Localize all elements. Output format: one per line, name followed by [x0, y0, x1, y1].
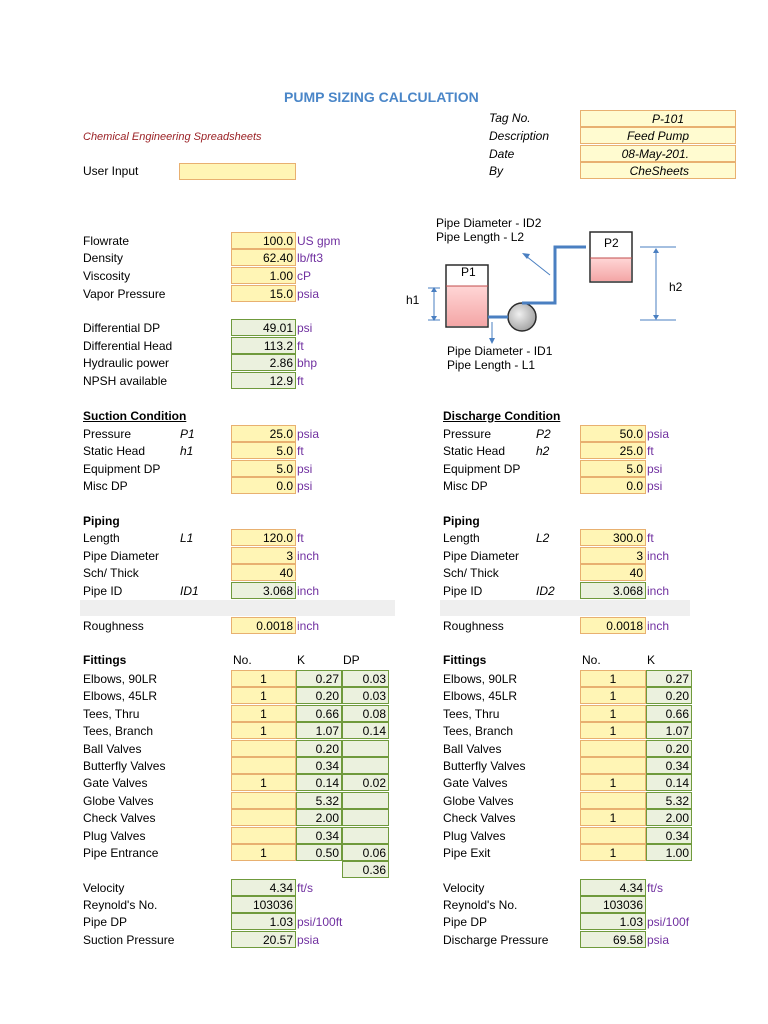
suction-dp-header: DP	[343, 653, 360, 667]
discharge-fitting-k-value: 1.07	[646, 722, 692, 739]
suction-fitting-k-value: 0.34	[296, 827, 342, 844]
flowrate-input[interactable]: 100.0	[231, 232, 296, 249]
suction-fitting-label: Tees, Thru	[83, 706, 140, 721]
suction-fitting-k-value: 0.66	[296, 705, 342, 722]
discharge-reynolds-value: 103036	[580, 896, 646, 913]
discharge-no-header: No.	[582, 653, 601, 667]
user-input-legend-swatch	[179, 163, 296, 180]
id1-label: Pipe Diameter - ID1	[447, 344, 553, 358]
description-label: Description	[489, 129, 550, 143]
discharge-fitting-count-input[interactable]: 1	[580, 844, 646, 861]
suction-fitting-dp-value: 0.03	[342, 670, 389, 687]
suction-pipe-dp-value: 1.03	[231, 913, 296, 930]
l1-label: Pipe Length - L1	[447, 358, 536, 372]
description-value[interactable]: Feed Pump	[580, 127, 736, 144]
discharge-fitting-label: Globe Valves	[443, 793, 514, 808]
suction-schedule-input[interactable]: 40	[231, 564, 296, 581]
suction-fitting-label: Globe Valves	[83, 793, 154, 808]
suction-pressure-input[interactable]: 25.0	[231, 425, 296, 442]
density-label: Density	[83, 251, 124, 265]
suction-misc-dp-label: Misc DP	[83, 479, 128, 493]
discharge-pressure-result-label: Discharge Pressure	[443, 933, 549, 947]
suction-spacer-band	[80, 600, 395, 616]
discharge-fitting-label: Elbows, 45LR	[443, 689, 518, 704]
discharge-fittings-heading: Fittings	[443, 653, 487, 667]
differential-head-label: Differential Head	[83, 339, 173, 353]
density-input[interactable]: 62.40	[231, 249, 296, 266]
suction-fitting-label: Ball Valves	[83, 741, 142, 756]
tank-p1-liquid	[447, 286, 487, 326]
npsh-label: NPSH available	[83, 374, 168, 388]
suction-fitting-label: Elbows, 45LR	[83, 689, 158, 704]
suction-length-input[interactable]: 120.0	[231, 529, 296, 546]
discharge-fitting-k-value: 0.34	[646, 827, 692, 844]
discharge-fitting-k-value: 0.34	[646, 757, 692, 774]
suction-roughness-unit: inch	[297, 619, 320, 633]
suction-fitting-dp-value	[342, 740, 389, 757]
suction-fitting-dp-value	[342, 792, 389, 809]
suction-static-head-label: Static Head	[83, 444, 146, 458]
viscosity-label: Viscosity	[83, 269, 131, 283]
discharge-roughness-unit: inch	[647, 619, 670, 633]
suction-fitting-dp-value: 0.02	[342, 774, 389, 791]
suction-fitting-label: Pipe Entrance	[83, 846, 159, 860]
suction-static-head-unit: ft	[297, 444, 304, 458]
discharge-fitting-count-input[interactable]: 1	[580, 809, 646, 826]
discharge-roughness-input[interactable]: 0.0018	[580, 617, 646, 634]
discharge-pressure-unit: psia	[647, 427, 670, 441]
discharge-schedule-label: Sch/ Thick	[443, 566, 499, 580]
suction-length-unit: ft	[297, 531, 304, 545]
discharge-fitting-k-value: 0.27	[646, 670, 692, 687]
suction-reynolds-label: Reynold's No.	[83, 898, 158, 912]
user-input-label: User Input	[83, 164, 139, 178]
discharge-fitting-count-input[interactable]	[580, 757, 646, 774]
npsh-unit: ft	[297, 374, 304, 388]
suction-pipe-id-label: Pipe ID	[83, 584, 123, 598]
suction-fitting-label: Check Valves	[83, 811, 156, 826]
suction-fitting-dp-value	[342, 757, 389, 774]
suction-pressure-result-value: 20.57	[231, 931, 296, 948]
discharge-heading: Discharge Condition	[443, 409, 561, 423]
suction-fitting-k-value: 2.00	[296, 809, 342, 826]
discharge-fitting-label: Check Valves	[443, 811, 516, 826]
differential-dp-value: 49.01	[231, 319, 296, 336]
discharge-pressure-result-value: 69.58	[580, 931, 646, 948]
discharge-equipment-dp-input[interactable]: 5.0	[580, 460, 646, 477]
discharge-static-head-input[interactable]: 25.0	[580, 442, 646, 459]
discharge-fitting-count-input[interactable]	[580, 740, 646, 757]
suction-fitting-label: Gate Valves	[83, 776, 148, 791]
suction-equipment-dp-input[interactable]: 5.0	[231, 460, 296, 477]
suction-misc-dp-unit: psi	[297, 479, 313, 493]
discharge-fitting-label: Tees, Thru	[443, 706, 500, 721]
differential-head-value: 113.2	[231, 337, 296, 354]
suction-pipe-id-unit: inch	[297, 584, 320, 598]
suction-fitting-k-value: 0.14	[296, 774, 342, 791]
discharge-fitting-count-input[interactable]	[580, 792, 646, 809]
discharge-pipe-dp-label: Pipe DP	[443, 915, 488, 929]
discharge-equipment-dp-label: Equipment DP	[443, 462, 521, 476]
suction-no-header: No.	[233, 653, 252, 667]
differential-head-unit: ft	[297, 339, 304, 353]
date-value[interactable]: 08-May-201.	[580, 145, 736, 162]
vapor-pressure-unit: psia	[297, 287, 320, 301]
l2-label: Pipe Length - L2	[436, 230, 525, 244]
discharge-fitting-count-input[interactable]: 1	[580, 670, 646, 687]
density-unit: lb/ft3	[297, 251, 324, 265]
discharge-pressure-input[interactable]: 50.0	[580, 425, 646, 442]
by-label: By	[489, 164, 504, 178]
suction-fitting-k-value: 0.34	[296, 757, 342, 774]
suction-fitting-count-input[interactable]: 1	[231, 705, 296, 722]
suction-equipment-dp-label: Equipment DP	[83, 462, 161, 476]
discharge-fitting-k-value: 2.00	[646, 809, 692, 826]
suction-pressure-label: Pressure	[83, 427, 132, 441]
discharge-fitting-label: Butterfly Valves	[443, 759, 526, 773]
date-label: Date	[489, 147, 515, 161]
discharge-reynolds-label: Reynold's No.	[443, 898, 518, 912]
suction-fitting-count-input[interactable]: 1	[231, 844, 296, 861]
suction-fitting-dp-value: 0.14	[342, 722, 389, 739]
suction-misc-dp-input[interactable]: 0.0	[231, 477, 296, 494]
discharge-static-head-unit: ft	[647, 444, 654, 458]
suction-fitting-count-input[interactable]	[231, 792, 296, 809]
discharge-fitting-label: Elbows, 90LR	[443, 672, 518, 686]
vapor-pressure-input[interactable]: 15.0	[231, 285, 296, 302]
discharge-fitting-count-input[interactable]	[580, 827, 646, 844]
h2-label: h2	[669, 280, 683, 294]
flowrate-unit: US gpm	[297, 234, 341, 248]
discharge-fitting-k-value: 0.20	[646, 687, 692, 704]
discharge-fitting-k-value: 0.20	[646, 740, 692, 757]
suction-pressure-result-unit: psia	[297, 933, 320, 947]
differential-dp-label: Differential DP	[83, 321, 161, 335]
discharge-pipe-id-unit: inch	[647, 584, 670, 598]
suction-fitting-count-input[interactable]	[231, 740, 296, 757]
vapor-pressure-label: Vapor Pressure	[83, 287, 166, 301]
suction-piping-heading: Piping	[83, 514, 120, 528]
suction-static-head-input[interactable]: 5.0	[231, 442, 296, 459]
page-title: PUMP SIZING CALCULATION	[284, 89, 479, 105]
discharge-fitting-label: Plug Valves	[443, 828, 506, 843]
suction-pipe-id-value: 3.068	[231, 582, 296, 599]
suction-fitting-dp-value: 0.08	[342, 705, 389, 722]
discharge-fitting-k-value: 0.14	[646, 774, 692, 791]
suction-length-label: Length	[83, 531, 120, 545]
suction-fitting-dp-value	[342, 809, 389, 826]
discharge-pipe-id-value: 3.068	[580, 582, 646, 599]
suction-fitting-label: Tees, Branch	[83, 724, 154, 739]
suction-heading: Suction Condition	[83, 409, 187, 423]
hydraulic-power-value: 2.86	[231, 354, 296, 371]
suction-fitting-label: Plug Valves	[83, 828, 146, 843]
discharge-velocity-unit: ft/s	[647, 881, 664, 895]
suction-velocity-label: Velocity	[83, 881, 125, 895]
suction-fitting-count-input[interactable]: 1	[231, 670, 296, 687]
suction-pipe-dp-unit: psi/100ft	[297, 915, 343, 929]
discharge-length-label: Length	[443, 531, 480, 545]
discharge-pressure-label: Pressure	[443, 427, 492, 441]
discharge-misc-dp-unit: psi	[647, 479, 663, 493]
suction-dp-total: 0.36	[342, 861, 389, 878]
suction-roughness-label: Roughness	[83, 619, 144, 633]
id2-label: Pipe Diameter - ID2	[436, 216, 542, 230]
suction-equipment-dp-unit: psi	[297, 462, 313, 476]
suction-diameter-input[interactable]: 3	[231, 547, 296, 564]
suction-k-header: K	[297, 653, 306, 667]
discharge-fitting-k-value: 5.32	[646, 792, 692, 809]
suction-fitting-label: Elbows, 90LR	[83, 672, 158, 686]
suction-schedule-label: Sch/ Thick	[83, 566, 139, 580]
discharge-fitting-k-value: 1.00	[646, 844, 692, 861]
discharge-fitting-label: Ball Valves	[443, 741, 502, 756]
suction-fitting-count-input[interactable]: 1	[231, 722, 296, 739]
suction-fitting-count-input[interactable]: 1	[231, 774, 296, 791]
pump-icon	[508, 303, 536, 331]
discharge-equipment-dp-unit: psi	[647, 462, 663, 476]
discharge-pipe-id-symbol: ID2	[536, 584, 555, 598]
discharge-fitting-count-input[interactable]: 1	[580, 722, 646, 739]
discharge-piping-heading: Piping	[443, 514, 480, 528]
discharge-fitting-k-value: 0.66	[646, 705, 692, 722]
discharge-velocity-value: 4.34	[580, 879, 646, 896]
discharge-k-header: K	[647, 653, 656, 667]
tag-label: Tag No.	[489, 111, 531, 125]
discharge-fitting-label: Gate Valves	[443, 776, 508, 791]
differential-dp-unit: psi	[297, 321, 313, 335]
suction-fitting-count-input[interactable]	[231, 809, 296, 826]
npsh-value: 12.9	[231, 372, 296, 389]
suction-fitting-dp-value: 0.03	[342, 687, 389, 704]
discharge-pressure-symbol: P2	[536, 427, 551, 441]
hydraulic-power-label: Hydraulic power	[83, 356, 170, 370]
suction-pipe-dp-label: Pipe DP	[83, 915, 128, 929]
discharge-schedule-input[interactable]: 40	[580, 564, 646, 581]
suction-fitting-dp-value	[342, 827, 389, 844]
discharge-misc-dp-label: Misc DP	[443, 479, 488, 493]
suction-length-symbol: L1	[180, 531, 194, 545]
suction-fitting-count-input[interactable]	[231, 827, 296, 844]
p2-label: P2	[604, 236, 619, 250]
brand-text: Chemical Engineering Spreadsheets	[83, 131, 262, 143]
discharge-fitting-label: Pipe Exit	[443, 846, 491, 860]
discharge-fitting-count-input[interactable]: 1	[580, 687, 646, 704]
viscosity-unit: cP	[297, 269, 312, 283]
suction-fittings-heading: Fittings	[83, 653, 127, 667]
discharge-length-input[interactable]: 300.0	[580, 529, 646, 546]
suction-diameter-unit: inch	[297, 549, 320, 563]
suction-fitting-label: Butterfly Valves	[83, 759, 166, 773]
discharge-fitting-count-input[interactable]: 1	[580, 774, 646, 791]
suction-fitting-k-value: 0.20	[296, 687, 342, 704]
suction-fitting-k-value: 0.20	[296, 740, 342, 757]
discharge-misc-dp-input[interactable]: 0.0	[580, 477, 646, 494]
suction-fitting-k-value: 5.32	[296, 792, 342, 809]
flowrate-label: Flowrate	[83, 234, 130, 248]
suction-pipe-id-symbol: ID1	[180, 584, 199, 598]
suction-fitting-dp-value: 0.06	[342, 844, 389, 861]
suction-pressure-result-label: Suction Pressure	[83, 933, 175, 947]
discharge-spacer-band	[440, 600, 690, 616]
discharge-static-head-symbol: h2	[536, 444, 550, 458]
suction-reynolds-value: 103036	[231, 896, 296, 913]
suction-pressure-unit: psia	[297, 427, 320, 441]
discharge-pipe-id-label: Pipe ID	[443, 584, 483, 598]
viscosity-input[interactable]: 1.00	[231, 267, 296, 284]
h1-label: h1	[406, 293, 420, 307]
suction-fitting-count-input[interactable]: 1	[231, 687, 296, 704]
discharge-fitting-count-input[interactable]: 1	[580, 705, 646, 722]
discharge-roughness-label: Roughness	[443, 619, 504, 633]
discharge-pipe-dp-value: 1.03	[580, 913, 646, 930]
p1-label: P1	[461, 265, 476, 279]
suction-roughness-input[interactable]: 0.0018	[231, 617, 296, 634]
discharge-velocity-label: Velocity	[443, 881, 485, 895]
suction-fitting-count-input[interactable]	[231, 757, 296, 774]
discharge-pressure-result-unit: psia	[647, 933, 670, 947]
discharge-length-unit: ft	[647, 531, 654, 545]
discharge-diameter-unit: inch	[647, 549, 670, 563]
suction-pressure-symbol: P1	[180, 427, 195, 441]
discharge-static-head-label: Static Head	[443, 444, 506, 458]
suction-diameter-label: Pipe Diameter	[83, 549, 160, 563]
suction-fitting-k-value: 1.07	[296, 722, 342, 739]
tag-value[interactable]: P-101	[580, 110, 736, 127]
discharge-fitting-label: Tees, Branch	[443, 724, 514, 739]
suction-velocity-value: 4.34	[231, 879, 296, 896]
suction-velocity-unit: ft/s	[297, 881, 314, 895]
hydraulic-power-unit: bhp	[297, 356, 318, 370]
discharge-pipe-dp-unit: psi/100f	[647, 915, 690, 929]
suction-fitting-k-value: 0.50	[296, 844, 342, 861]
by-value[interactable]: CheSheets	[580, 162, 736, 179]
tank-p2-liquid	[591, 258, 631, 281]
discharge-diameter-label: Pipe Diameter	[443, 549, 520, 563]
discharge-length-symbol: L2	[536, 531, 550, 545]
suction-static-head-symbol: h1	[180, 444, 194, 458]
suction-fitting-k-value: 0.27	[296, 670, 342, 687]
discharge-diameter-input[interactable]: 3	[580, 547, 646, 564]
